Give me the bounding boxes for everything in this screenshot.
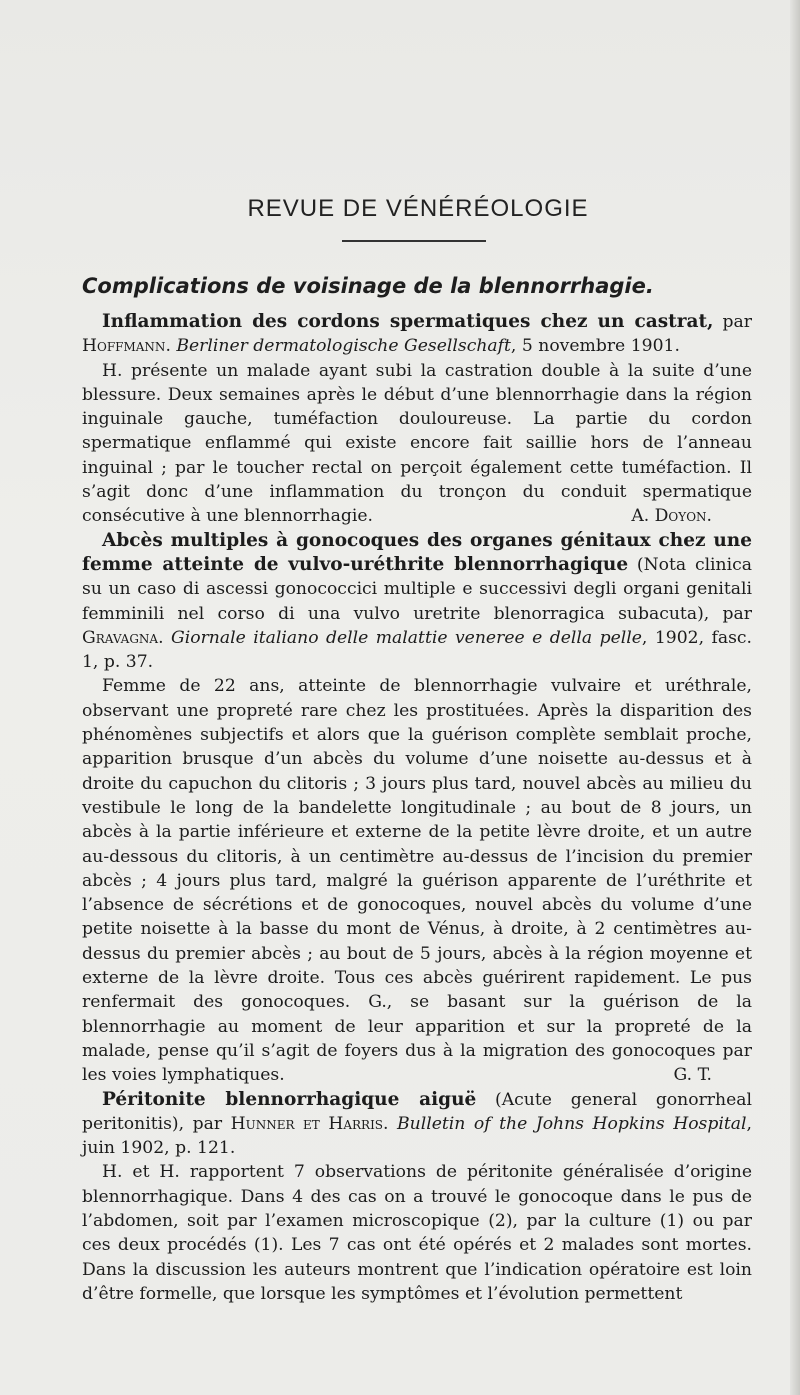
article-3-title: Péritonite blennorrhagique aiguë xyxy=(102,1088,477,1110)
article-3-body: H. et H. rapportent 7 observations de péritonite généralisée d’origine blennorrhagique. Dans 4 des cas on a trouvé le gonocoque dans le pus de l’abdomen, soit par l’examen microscopique (2), par la culture (1) ou par ces deux procédés (1). Les 7 cas ont été opérés et 2 malades sont mortes. Dans la discussion les auteurs montrent que l’indication opératoire est loin d’être formelle, que lorsque les symptômes et l’évolution permettent xyxy=(82,1162,752,1304)
article-1-author: Hoffmann xyxy=(82,336,166,357)
article-3-journal: Bulletin of the Johns Hopkins Hospital xyxy=(397,1113,747,1134)
article-1-body: H. présente un malade ayant subi la castration double à la suite d’une blessure. Deux semaines après le début d’une blennorrhagie dans la région inguinale gauche, tuméfaction douloureuse. La partie du cordon spermatique enflammé qui existe encore fait saillie hors de l’anneau inguinal ; par le toucher rectal on perçoit également cette tuméfaction. Il s’agit donc d’une inflammation du tronçon du conduit spermatique consécutive à une blennorrhagie. xyxy=(82,360,752,527)
article-column xyxy=(82,310,752,1306)
article-1-ref-pre: par xyxy=(713,312,752,332)
article-2-ref-post: , 1902, fasc. 1, p. 37. xyxy=(82,627,752,673)
article-1-reference xyxy=(82,310,752,359)
article-2-ref-mid: . xyxy=(158,627,172,648)
article-3-ref-post: , juin 1902, p. 121. xyxy=(82,1113,752,1159)
article-2-body: Femme de 22 ans, atteinte de blennorrhagie vulvaire et uréthrale, observant une propreté rare chez les prostituées. Après la disparition des phénomènes subjectifs et alors que la guérison complète semblait proche, apparition brusque d’un abcès du volume d’une noisette au-dessus et à droite du capuchon du clitoris ; 3 jours plus tard, nouvel abcès au milieu du vestibule le long de la bandelette longitudinale ; au bout de 8 jours, un abcès à la partie inférieure et externe de la petite lèvre droite, et un autre au-dessous du clitoris, à un centimètre au-dessus de l’incision du premier abcès ; 4 jours plus tard, malgré la guérison apparente de l’uréthrite et l’absence de sécrétions et de gonocoques, nouvel abcès du volume d’une petite noisette à la basse du mont de Vénus, à droite, à 2 centimètres au-dessus du premier abcès ; au bout de 5 jours, abcès à la région moyenne et externe de la lèvre droite. Tous ces abcès guérirent rapidement. Le pus renfermait des gonocoques. G., se basant sur la guérison de la blennorrhagie au moment de leur apparition et sur la propreté de la malade, pense qu’il s’agit de foyers dus à la migration des gonocoques par les voies lymphatiques. xyxy=(82,676,752,1086)
article-3-ref-pre: (Acute general gonorrheal peritonitis), par xyxy=(82,1089,753,1134)
chapter-heading: Complications de voisinage de la blennorrhagie. xyxy=(82,274,654,298)
article-1-title: Inflammation des cordons spermatiques chez un castrat, xyxy=(102,311,714,332)
article-2-title: Abcès multiples à gonocoques des organes génitaux chez une femme atteinte de vulvo-uréthrite blennorrhagique xyxy=(82,529,752,575)
article-2-author: Gravagna xyxy=(82,627,159,648)
article-1-ref-post: , 5 novembre 1901. xyxy=(510,336,680,357)
section-title: REVUE DE VÉNÉRÉOLOGIE xyxy=(247,195,589,222)
article-1-signature: A. Doyon. xyxy=(631,506,712,527)
article-2-ref-pre: (Nota clinica su un caso di ascessi gonococcici multiple e successivi degli organi genitali femminili nel corso di una vulvo uretrite blenorragica subacuta), par xyxy=(82,554,752,624)
article-2-journal: Giornale italiano delle malattie veneree e della pelle xyxy=(171,627,642,648)
article-2-signature: G. T. xyxy=(673,1065,712,1086)
article-1-journal: Berliner dermatologische Gesellschaft xyxy=(176,336,511,357)
article-1-ref-mid: . xyxy=(165,336,177,357)
title-rule xyxy=(342,240,486,242)
article-3-ref-mid: . xyxy=(383,1113,398,1134)
article-3-reference xyxy=(82,1088,752,1161)
article-2-reference xyxy=(82,529,752,675)
article-3-author: Hunner et Harris xyxy=(230,1113,384,1134)
